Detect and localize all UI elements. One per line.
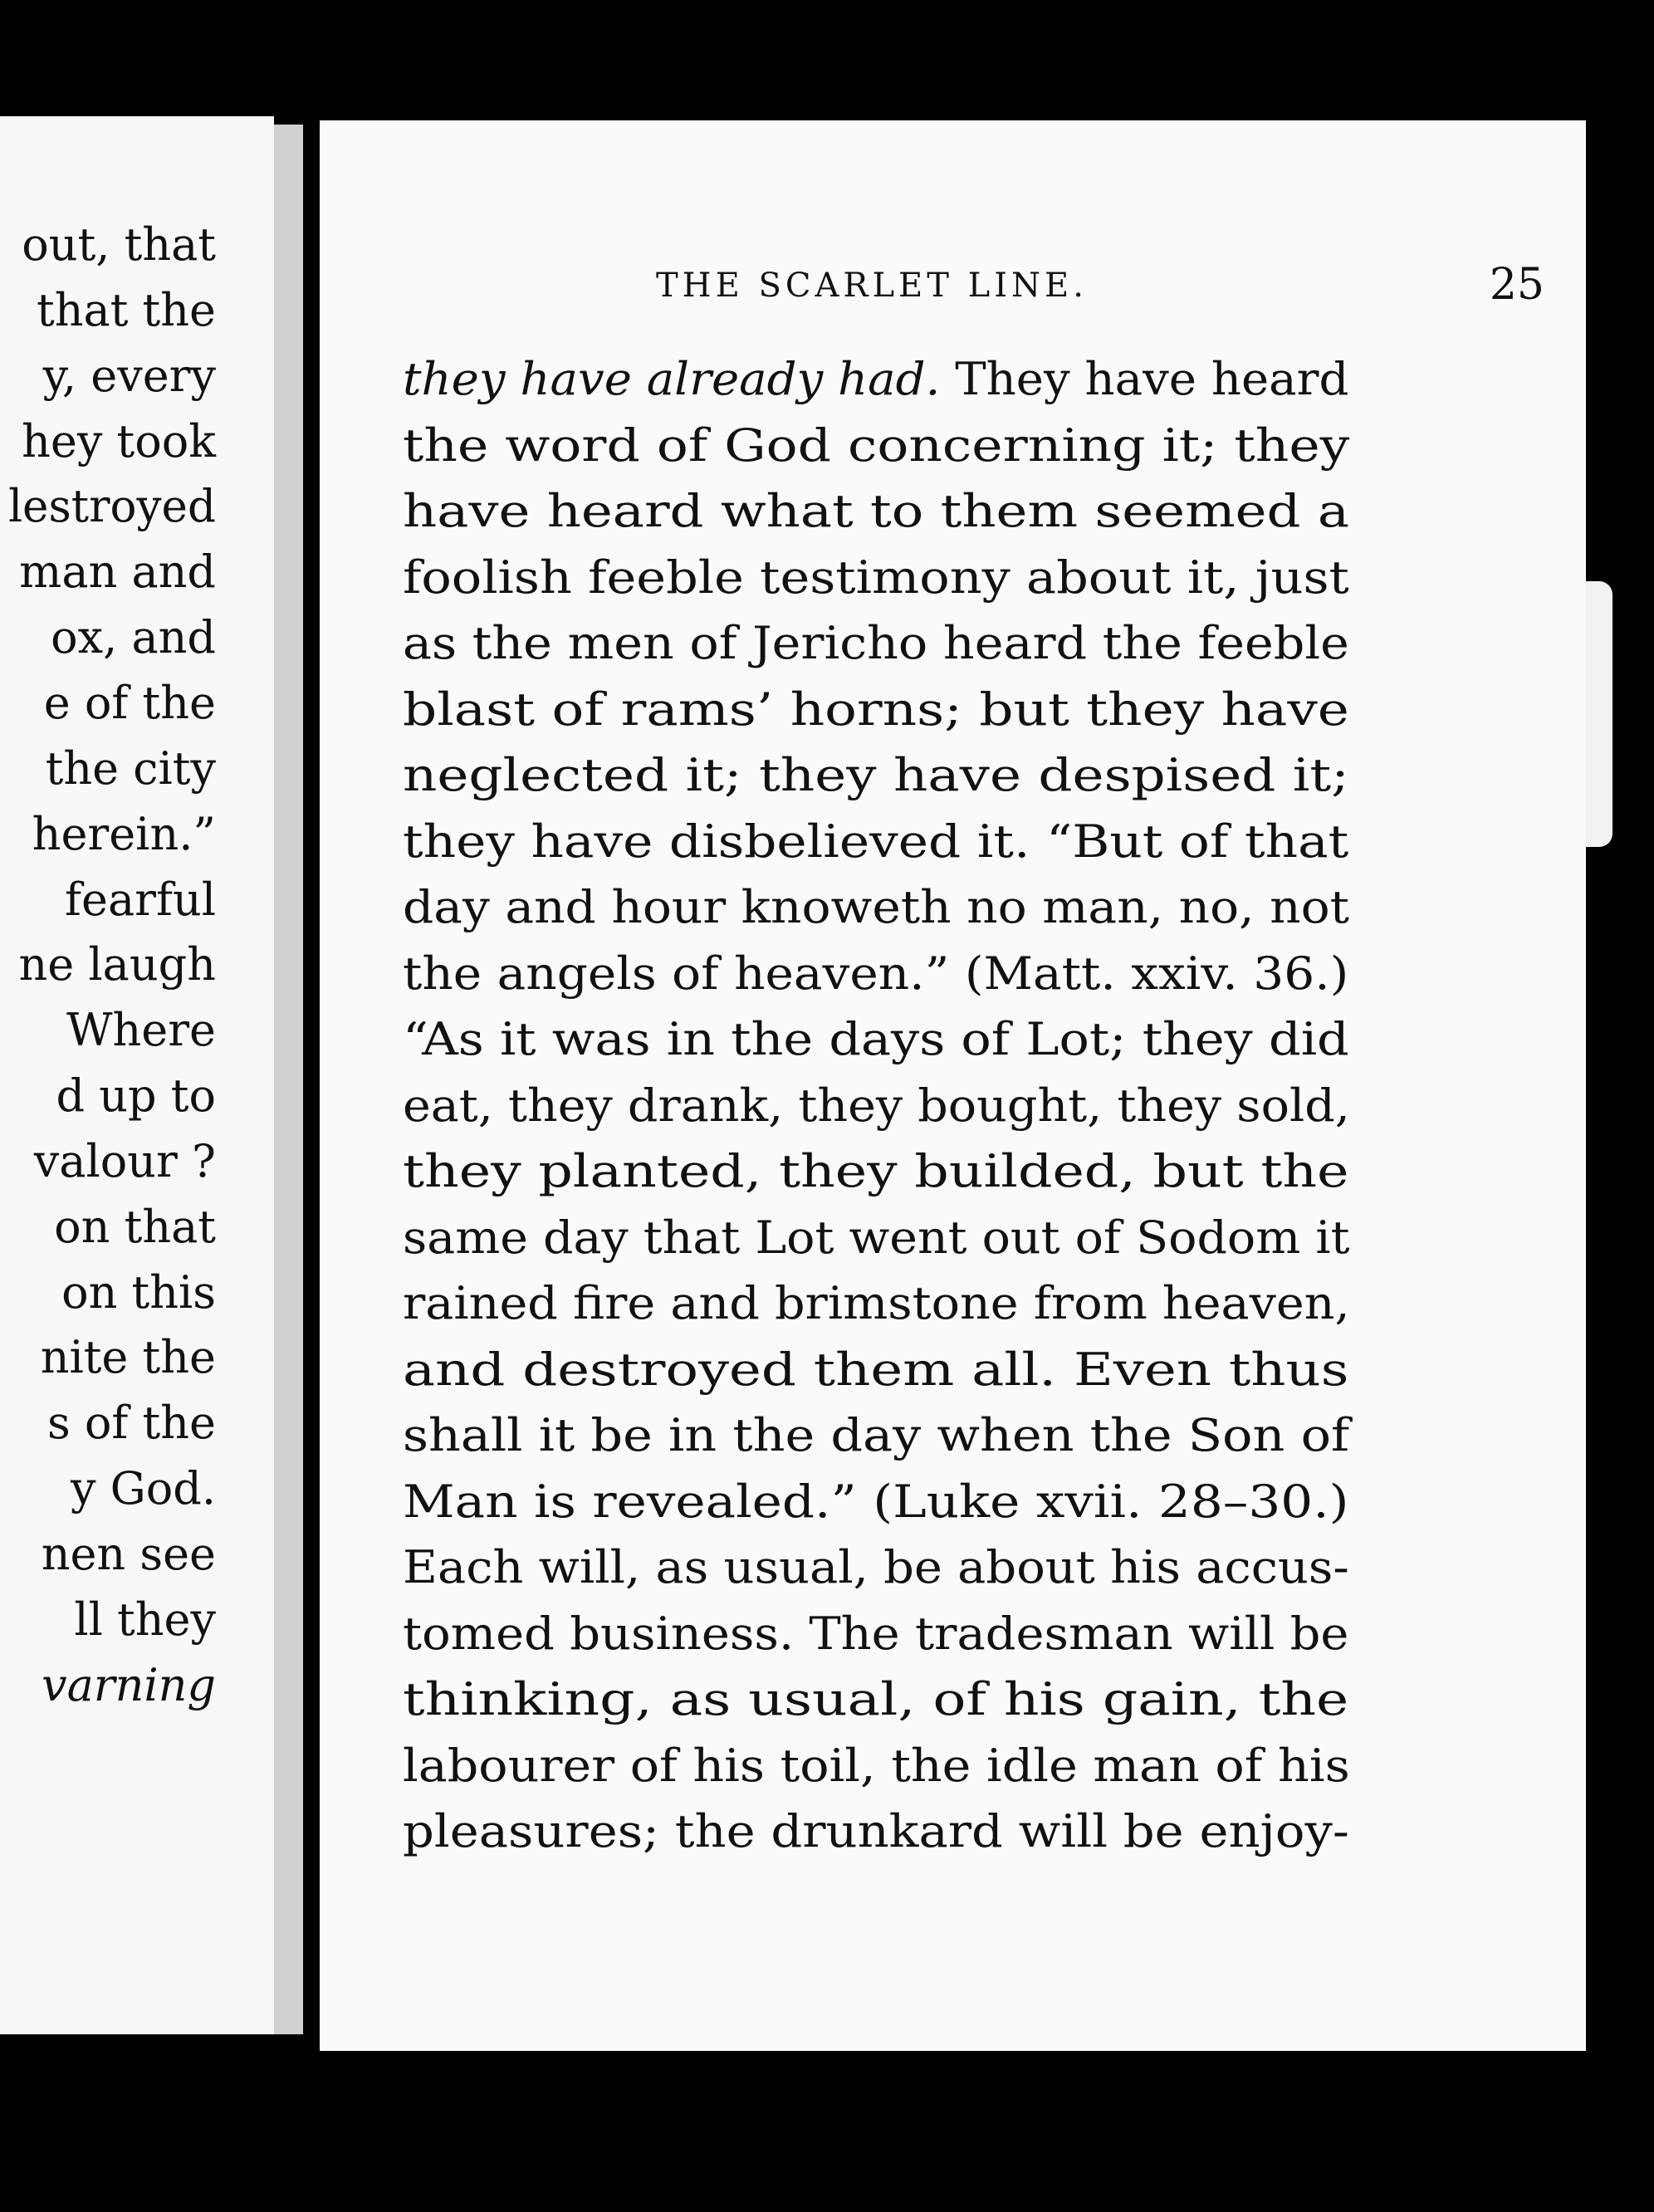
- body-text-line: [403, 1541, 1349, 1593]
- body-text-line: [403, 1739, 1350, 1792]
- left-text-line: varning: [42, 1658, 216, 1711]
- line-text: rained fire and brimstone from heaven,: [403, 1277, 1350, 1329]
- line-text: eat, they drank, they bought, they sold,: [403, 1079, 1350, 1132]
- line-text: as the men of Jericho heard the feeble: [403, 617, 1349, 669]
- line-text: thinking, as usual, of his gain, the: [403, 1673, 1349, 1725]
- left-text-line: nite the: [40, 1331, 216, 1384]
- body-text-line: [403, 1607, 1349, 1660]
- line-text: They have heard: [940, 353, 1349, 405]
- left-text-line: y, every: [42, 349, 216, 402]
- italic-phrase: they have already had.: [403, 353, 941, 405]
- line-text: tomed business. The tradesman will be: [403, 1607, 1349, 1660]
- left-text-line: lestroyed: [8, 480, 216, 533]
- body-text-line: [403, 947, 1349, 1000]
- line-text: foolish feeble testimony about it, just: [403, 551, 1349, 604]
- left-text-line: s of the: [47, 1397, 216, 1450]
- left-text-line: nen see: [41, 1528, 216, 1580]
- line-text: “As it was in the days of Lot; they did: [403, 1013, 1349, 1065]
- left-text-line: valour ?: [33, 1134, 216, 1187]
- line-text: labourer of his toil, the idle man of his: [403, 1739, 1350, 1792]
- left-text-line: hey took: [22, 414, 216, 467]
- left-text-line: on this: [61, 1265, 216, 1319]
- body-text-line: [403, 683, 1349, 736]
- line-text: and destroyed them all. Even thus: [403, 1343, 1349, 1396]
- body-text-line: [403, 881, 1350, 933]
- left-text-line: ox, and: [51, 611, 216, 664]
- body-text-line: [403, 353, 1349, 405]
- body-text-line: [403, 1013, 1349, 1065]
- line-text: neglected it; they have despised it;: [403, 749, 1349, 801]
- body-text-line: [403, 1079, 1350, 1132]
- line-text: have heard what to them seemed a: [403, 485, 1350, 537]
- body-text-line: [403, 1211, 1350, 1264]
- body-text-line: [403, 815, 1349, 868]
- body-text-line: [403, 749, 1349, 801]
- page-gutter: [274, 125, 303, 2034]
- left-text-line: man and: [19, 546, 216, 599]
- line-text: Man is revealed.” (Luke xvii. 28–30.): [403, 1475, 1349, 1528]
- body-text-line: [403, 485, 1350, 537]
- left-text-line: the city: [45, 741, 216, 795]
- left-text-line: d up to: [56, 1069, 216, 1123]
- body-text-line: [403, 1673, 1349, 1725]
- body-text-line: [403, 1475, 1349, 1528]
- body-text-line: [403, 1277, 1350, 1329]
- left-text-line: ll they: [74, 1593, 216, 1646]
- left-text-line: that the: [37, 283, 216, 336]
- body-text-line: [403, 1805, 1349, 1857]
- left-text-line: out, that: [22, 218, 216, 271]
- line-text: Each will, as usual, be about his accus-: [403, 1541, 1349, 1593]
- line-text: they have disbelieved it. “But of that: [403, 815, 1349, 868]
- left-text-line: Where: [66, 1004, 216, 1057]
- line-text: shall it be in the day when the Son of: [403, 1409, 1350, 1461]
- line-text: pleasures; the drunkard will be enjoy-: [403, 1805, 1349, 1857]
- left-text-line: y God.: [70, 1462, 216, 1515]
- left-text-line: herein.”: [32, 807, 216, 860]
- left-text-line: e of the: [43, 676, 216, 729]
- body-text-line: [403, 1409, 1350, 1461]
- line-text: same day that Lot went out of Sodom it: [403, 1211, 1350, 1264]
- left-text-line: on that: [54, 1200, 216, 1253]
- body-text-line: [403, 1145, 1349, 1197]
- body-text-line: [403, 551, 1349, 604]
- left-text-line: ne laugh: [18, 938, 216, 991]
- right-page: [320, 120, 1586, 2051]
- line-text: they planted, they builded, but the: [403, 1145, 1349, 1197]
- line-text: the word of God concerning it; they: [403, 418, 1350, 472]
- body-text-line: [403, 617, 1349, 669]
- line-text: blast of rams’ horns; but they have: [403, 683, 1349, 736]
- left-page: [0, 116, 274, 2034]
- running-head: THE SCARLET LINE.: [656, 267, 1088, 305]
- body-text-line: [403, 1343, 1349, 1396]
- line-text: the angels of heaven.” (Matt. xxiv. 36.): [403, 947, 1349, 1000]
- page-number: 25: [1489, 260, 1544, 310]
- body-text-line: [403, 418, 1350, 472]
- left-text-line: fearful: [65, 873, 216, 926]
- line-text: day and hour knoweth no man, no, not: [403, 881, 1350, 933]
- page-edge-tab: [1586, 581, 1612, 847]
